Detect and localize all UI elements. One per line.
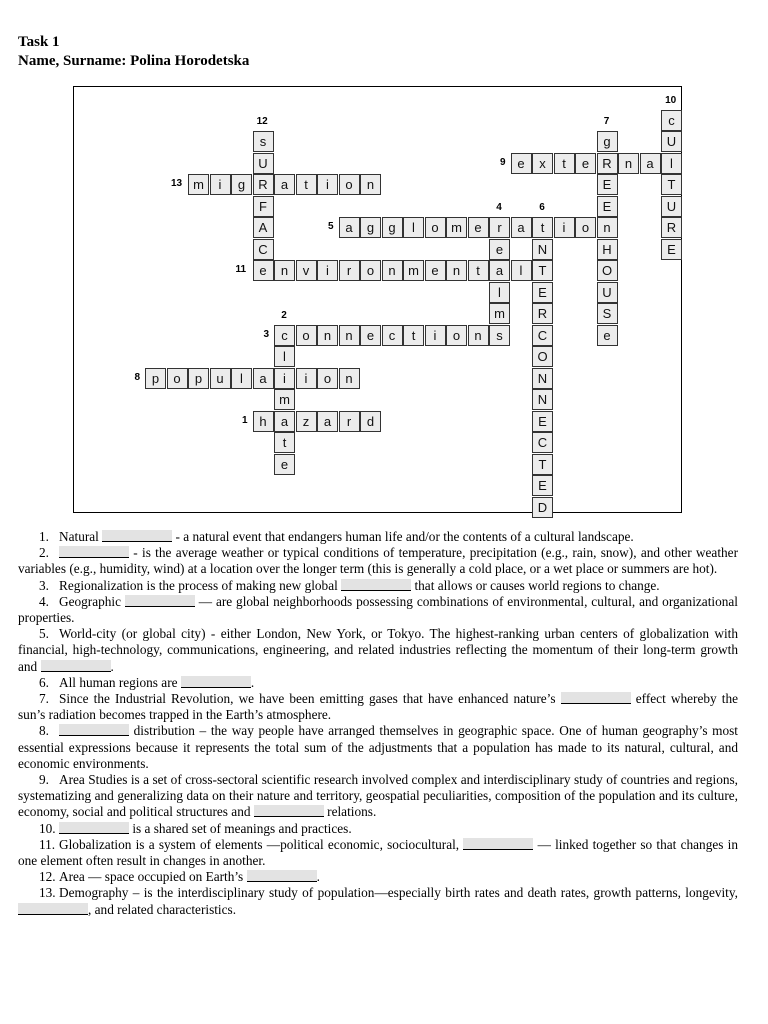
clue-number: 1. (39, 529, 49, 544)
clue-item (18, 529, 738, 545)
grid-cell: n (382, 260, 403, 281)
grid-cell: g (382, 217, 403, 238)
grid-cell: n (274, 260, 295, 281)
grid-cell: E (597, 196, 618, 217)
grid-cell: F (253, 196, 274, 217)
grid-cell: o (167, 368, 188, 389)
entry-number: 8 (134, 371, 141, 383)
clue-text: Globalization is a system of elements —political economic, sociocultural, (59, 836, 464, 852)
clue-item (18, 837, 738, 869)
grid-cell: a (511, 217, 532, 238)
grid-cell: a (253, 368, 274, 389)
grid-cell: e (597, 325, 618, 346)
clue-number: 8. (39, 723, 49, 739)
grid-cell: g (231, 174, 252, 195)
clue-text: distribution – the way people have arranged themselves in geographic space. One of human geography’s most essential expressions because it represents the total sum of the adjustments that a population has made to its natural, cultural, and economic environments. (18, 723, 738, 771)
clue-text: - a natural event that endangers human life and/or the contents of a cultural landscape. (172, 529, 634, 544)
clue-text: All human regions are (59, 674, 181, 690)
grid-cell: a (339, 217, 360, 238)
grid-cell: E (597, 174, 618, 195)
grid-cell: o (446, 325, 467, 346)
grid-cell: r (339, 411, 360, 432)
entry-number: 11 (235, 264, 247, 275)
clue-text: , and related characteristics. (88, 901, 237, 917)
grid-cell: n (360, 174, 381, 195)
grid-cell: t (532, 217, 553, 238)
grid-cell: C (253, 239, 274, 260)
grid-cell: N (532, 368, 553, 389)
clue-item (18, 691, 738, 723)
clues-list (18, 529, 738, 918)
clue-item (18, 772, 738, 821)
answer-blank[interactable] (125, 595, 195, 607)
answer-blank[interactable] (247, 870, 317, 882)
answer-blank[interactable] (59, 822, 129, 834)
grid-cell: u (210, 368, 231, 389)
grid-cell: o (425, 217, 446, 238)
grid-cell: i (554, 217, 575, 238)
clue-text: effect whereby the sun’s radiation becomes trapped in the Earth’s atmosphere. (18, 691, 739, 723)
clue-number: 4. (39, 593, 49, 609)
grid-cell: m (489, 303, 510, 324)
grid-cell: E (532, 282, 553, 303)
grid-cell: d (360, 411, 381, 432)
grid-cell: a (274, 174, 295, 195)
clue-item (18, 869, 738, 885)
clue-item (18, 675, 738, 691)
grid-cell: T (532, 454, 553, 475)
grid-cell: o (575, 217, 596, 238)
grid-cell: a (274, 411, 295, 432)
grid-cell: R (253, 174, 274, 195)
entry-number: 7 (603, 116, 610, 127)
grid-cell: l (403, 217, 424, 238)
answer-blank[interactable] (59, 546, 129, 558)
grid-cell: h (253, 411, 274, 432)
grid-cell: e (511, 153, 532, 174)
grid-cell: O (597, 260, 618, 281)
clue-number: 6. (39, 674, 49, 690)
clue-text: Regionalization is the process of making new global (59, 577, 342, 593)
grid-cell: U (597, 282, 618, 303)
grid-cell: N (532, 239, 553, 260)
clue-text: . (316, 869, 320, 885)
grid-cell: C (532, 325, 553, 346)
clue-text: Area Studies is a set of cross-sectoral scientific research involved complex and interdisciplinary study of countries and regions, systematizing and generalizing data on their nature and territory, geospatial peculiarities, composition of the population and its culture, economy, social and political structures and (18, 772, 738, 820)
grid-cell: s (489, 325, 510, 346)
grid-cell: e (360, 325, 381, 346)
answer-blank[interactable] (18, 903, 88, 915)
clue-item (18, 545, 738, 577)
grid-cell: o (296, 325, 317, 346)
grid-cell: i (210, 174, 231, 195)
grid-cell: C (532, 432, 553, 453)
clue-number: 10. (39, 820, 56, 836)
clue-text: that allows or causes world regions to change. (411, 577, 660, 593)
grid-cell: l (274, 346, 295, 367)
answer-blank[interactable] (254, 805, 324, 817)
entry-number: 6 (539, 202, 545, 213)
grid-cell: U (661, 196, 682, 217)
grid-cell: E (532, 475, 553, 496)
clue-text: — linked together so that changes in one element often result in changes in another. (18, 836, 738, 869)
grid-cell: i (296, 368, 317, 389)
grid-cell: r (339, 260, 360, 281)
grid-cell: t (403, 325, 424, 346)
clue-number: 5. (39, 626, 49, 642)
clue-item (18, 885, 738, 917)
grid-cell: l (489, 282, 510, 303)
clue-text: relations. (323, 804, 377, 820)
grid-cell: l (661, 153, 682, 174)
grid-cell: S (597, 303, 618, 324)
grid-cell: D (532, 497, 553, 518)
clue-item (18, 578, 738, 594)
grid-cell: t (554, 153, 575, 174)
clue-text: . (250, 674, 255, 690)
grid-cell: l (511, 260, 532, 281)
entry-number: 5 (328, 221, 334, 232)
grid-cell: n (597, 217, 618, 238)
grid-cell: U (253, 153, 274, 174)
clue-item (18, 723, 738, 772)
answer-blank[interactable] (561, 692, 631, 704)
entry-number: 2 (281, 309, 287, 321)
clue-item (18, 821, 738, 837)
grid-cell: a (317, 411, 338, 432)
grid-cell: e (425, 260, 446, 281)
grid-cell: U (661, 131, 682, 152)
grid-cell: T (661, 174, 682, 195)
grid-cell: R (661, 217, 682, 238)
grid-cell: c (382, 325, 403, 346)
answer-blank[interactable] (463, 838, 533, 850)
grid-cell: n (317, 325, 338, 346)
clue-number: 2. (39, 545, 49, 561)
grid-cell: t (296, 174, 317, 195)
answer-blank[interactable] (102, 530, 172, 542)
clue-text: Area — space occupied on Earth’s (59, 869, 247, 885)
grid-cell: E (661, 239, 682, 260)
grid-cell: x (532, 153, 553, 174)
grid-cell: e (274, 454, 295, 475)
grid-cell: n (339, 325, 360, 346)
grid-cell: z (296, 411, 317, 432)
grid-cell: m (274, 389, 295, 410)
grid-cell: v (296, 260, 317, 281)
grid-cell: N (532, 389, 553, 410)
clue-text: Natural (59, 529, 103, 544)
answer-blank[interactable] (41, 660, 111, 672)
grid-cell: a (640, 153, 661, 174)
grid-cell: t (468, 260, 489, 281)
entry-number: 10 (665, 94, 677, 106)
grid-cell: A (253, 217, 274, 238)
grid-cell: T (532, 260, 553, 281)
clue-text: is a shared set of meanings and practices. (129, 820, 352, 836)
entry-number: 3 (263, 328, 270, 340)
clue-text: Since the Industrial Revolution, we have been emitting gases that have enhanced nature’s (59, 691, 561, 707)
entry-number: 12 (256, 116, 268, 127)
grid-cell: n (618, 153, 639, 174)
clue-text: . (110, 658, 114, 674)
grid-cell: l (231, 368, 252, 389)
grid-cell: H (597, 239, 618, 260)
clue-text: - is the average weather or typical conditions of temperature, precipitation (e.g., rain, snow), and other weather variables (e.g., humidity, wind) at a location over the longer term (this is generally a cold place, or a wet place or summers are hot). (18, 545, 738, 577)
clue-number: 13. (39, 885, 56, 901)
grid-cell: n (339, 368, 360, 389)
grid-cell: E (532, 411, 553, 432)
entry-number: 1 (242, 414, 248, 426)
entry-number: 13 (171, 178, 183, 189)
grid-cell: c (274, 325, 295, 346)
grid-cell: e (489, 239, 510, 260)
grid-cell: r (489, 217, 510, 238)
clue-item (18, 594, 738, 626)
grid-cell: t (274, 432, 295, 453)
clue-number: 9. (39, 772, 49, 788)
entry-number: 4 (496, 202, 502, 213)
grid-cell: i (317, 260, 338, 281)
grid-cell: n (446, 260, 467, 281)
grid-cell: O (532, 346, 553, 367)
clue-text: Demography – is the interdisciplinary study of population—especially birth rates and death rates, growth patterns, longevity, (59, 885, 738, 901)
grid-cell: e (575, 153, 596, 174)
clue-text: Geographic (59, 593, 125, 609)
grid-cell: c (661, 110, 682, 131)
grid-cell: e (253, 260, 274, 281)
answer-blank[interactable] (341, 579, 411, 591)
clue-number: 7. (39, 691, 49, 707)
grid-cell: s (253, 131, 274, 152)
clue-number: 12. (39, 869, 56, 885)
grid-cell: p (188, 368, 209, 389)
clue-item (18, 626, 738, 675)
answer-blank[interactable] (59, 724, 129, 736)
clue-text: — are global neighborhoods possessing combinations of environmental, cultural, and organizational properties. (18, 593, 738, 626)
grid-cell: i (274, 368, 295, 389)
answer-blank[interactable] (181, 676, 251, 688)
grid-cell: a (489, 260, 510, 281)
grid-cell: m (188, 174, 209, 195)
grid-cell: R (532, 303, 553, 324)
grid-cell: i (317, 174, 338, 195)
entry-number: 9 (500, 156, 506, 168)
grid-cell: g (360, 217, 381, 238)
grid-cell: o (339, 174, 360, 195)
clue-number: 3. (39, 577, 49, 593)
grid-cell: R (597, 153, 618, 174)
grid-cell: p (145, 368, 166, 389)
task-title: Task 1 (18, 34, 60, 50)
clue-text: World-city (or global city) - either London, New York, or Tokyo. The highest-ranking urban centers of globalization with financial, high-technology, communications, engineering, and related industries reflecting the momentum of their long-term growth and (18, 626, 738, 674)
grid-cell: o (360, 260, 381, 281)
grid-cell: n (468, 325, 489, 346)
grid-cell: o (317, 368, 338, 389)
grid-cell: i (425, 325, 446, 346)
clue-number: 11. (39, 836, 56, 852)
student-name: Name, Surname: Polina Horodetska (18, 53, 250, 69)
grid-cell: m (446, 217, 467, 238)
grid-cell: e (468, 217, 489, 238)
crossword-grid (73, 86, 682, 513)
grid-cell: m (403, 260, 424, 281)
grid-cell: g (597, 131, 618, 152)
